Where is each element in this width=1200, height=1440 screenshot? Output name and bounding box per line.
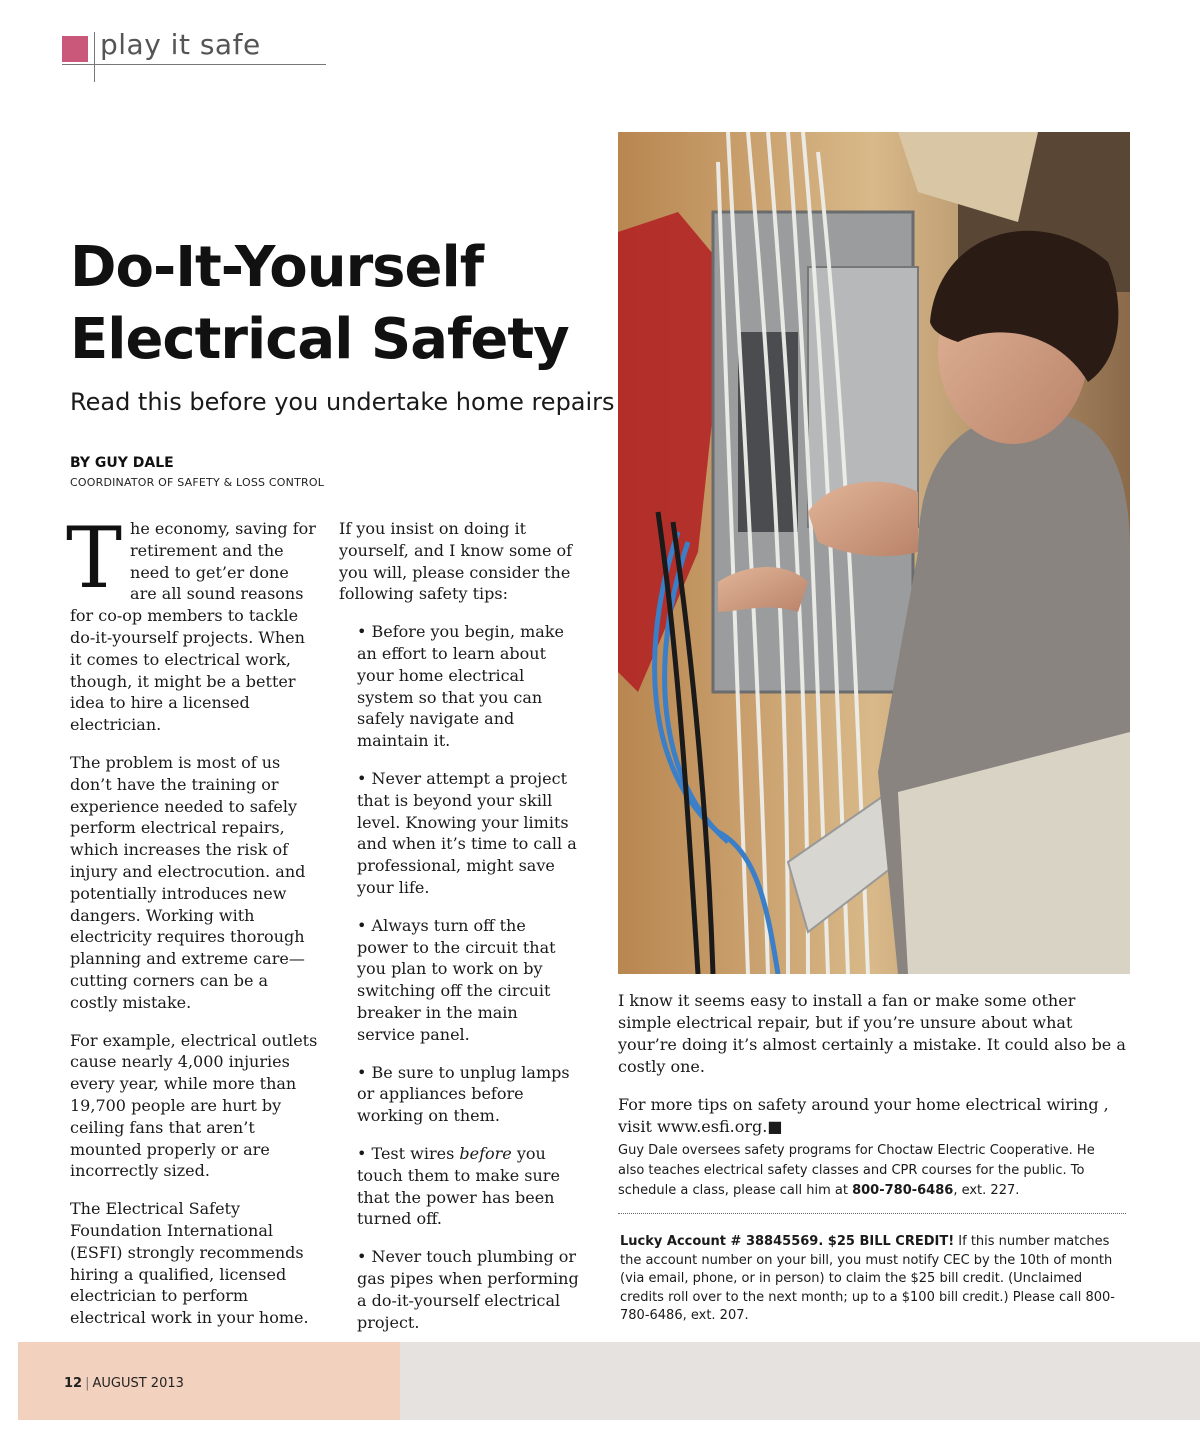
tip-3: • Always turn off the power to the circuit that you plan to work on by switching off the circuit breaker in the main service panel. (357, 915, 556, 1044)
lucky-account-heading: Lucky Account # 38845569. $25 BILL CREDIT! (620, 1234, 955, 1249)
closing-paragraph-1: I know it seems easy to install a fan or make some other simple electrical repair, but if you’re unsure about what your’re doing it’s almost certainly a mistake. It could also be a costly one. (618, 991, 1126, 1076)
section-divider (94, 32, 95, 82)
byline-role: COORDINATOR OF SAFETY & LOSS CONTROL (70, 476, 325, 489)
tip-5-pre: • Test wires (357, 1143, 460, 1163)
photo-illustration (618, 132, 1130, 974)
paragraph-2: The problem is most of us don’t have the training or experience needed to safely perform electrical repairs, which increases the risk of injury and electrocution. and potentially introduces new dangers. Working with electricity requires thorough planning and extreme care—cutting corners can be a costly mistake. (70, 752, 306, 1012)
tip-4: • Be sure to unplug lamps or appliances before working on them. (357, 1062, 570, 1126)
section-marker (62, 36, 88, 62)
tip-5-post: you touch them to make sure that the power has been turned off. (357, 1143, 560, 1229)
closing-paragraph-2-text: For more tips on safety around your home electrical wiring , visit www.esfi.org. (618, 1095, 1109, 1136)
text-column-3 (618, 990, 1130, 1154)
byline: BY GUY DALE (70, 455, 174, 471)
footer-band-right (400, 1342, 1200, 1420)
section-rule (62, 64, 326, 65)
paragraph-1-text: he economy, saving for retirement and the need to get’er done are all sound reasons for co-op members to tackle do-it-yourself projects. When it comes to electrical work, though, it might be a better idea to hire a licensed electrician. (70, 519, 316, 735)
section-label: play it safe (100, 28, 261, 61)
lucky-account-notice (620, 1233, 1130, 1326)
paragraph-1 (66, 509, 320, 736)
title-line-2: Electrical Safety (70, 307, 569, 372)
closing-paragraph-2 (618, 1094, 1130, 1138)
paragraph-3: For example, electrical outlets cause nearly 4,000 injuries every year, while more than 19,700 people are hurt by ceiling fans that aren’t mounted properly or are incorrectly sized. (70, 1030, 318, 1181)
tips-intro: If you insist on doing it yourself, and I know some of you will, please consider the following safety tips: (339, 519, 573, 604)
bio-text: Guy Dale oversees safety programs for Choctaw Electric Cooperative. He also teaches electrical safety classes and CPR courses for the public. To schedule a class, please call him at (618, 1143, 1095, 1198)
tip-6: • Never touch plumbing or gas pipes when performing a do-it-yourself electrical project. (357, 1247, 579, 1332)
tip-5-emphasis: before (459, 1143, 512, 1163)
footer-separator: | (85, 1376, 90, 1391)
dotted-divider (618, 1213, 1126, 1214)
tip-5 (357, 1143, 579, 1230)
text-column-2 (339, 518, 579, 1349)
issue-date: AUGUST 2013 (92, 1376, 184, 1391)
page-number: 12 (64, 1376, 83, 1391)
end-mark: ■ (767, 1117, 783, 1136)
title-line-1: Do-It-Yourself (70, 235, 484, 300)
page-footer (64, 1376, 184, 1391)
tip-2: • Never attempt a project that is beyond your skill level. Knowing your limits and when it’s time to call a professional, might save your life. (357, 768, 577, 897)
lucky-account-body: If this number matches the account number on your bill, you must notify CEC by the 10th of month (via email, phone, or in person) to claim the $25 bill credit. (Unclaimed credits roll over to the next month; up to a $100 bill credit.) Please call 800-780-6486, ext. 207. (620, 1234, 1115, 1323)
tip-1: • Before you begin, make an effort to learn about your home electrical system so that you can safely navigate and maintain it. (357, 622, 564, 751)
author-bio (618, 1141, 1118, 1201)
article-title (70, 232, 590, 376)
bio-extension: , ext. 227. (953, 1183, 1020, 1198)
article-subtitle: Read this before you undertake home repairs (70, 388, 615, 416)
bio-phone: 800-780-6486 (852, 1183, 954, 1198)
paragraph-4: The Electrical Safety Foundation International (ESFI) strongly recommends hiring a qualified, licensed electrician to perform electrical work in your home. (70, 1199, 309, 1328)
electrician-photo (618, 132, 1130, 974)
text-column-1 (66, 509, 320, 1345)
drop-cap: T (66, 509, 123, 607)
